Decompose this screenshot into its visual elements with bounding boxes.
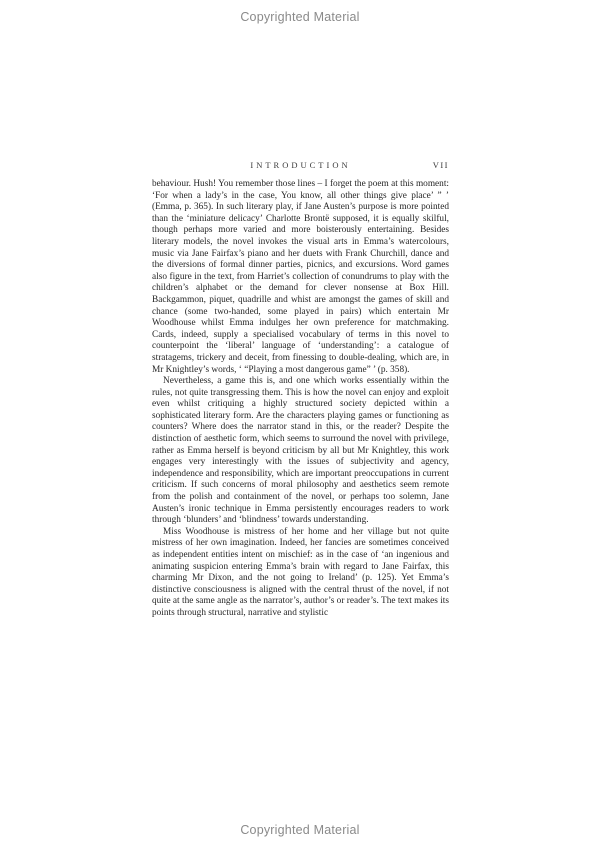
page-text-block (152, 160, 449, 620)
page-number: VII (432, 160, 449, 170)
paragraph-1: behaviour. Hush! You remember those lines – I forget the poem at this moment: ‘For when a lady’s in the case, You know, all other things give place’ ” ’ (Emma, p. 365). In such literary play, if Jane Austen’s purpose is more pointed than the ‘miniature delicacy’ Charlotte Brontë supposed, it is equally skilful, though perhaps more varied and more boisterously entertaining. Besides literary models, the novel invokes the visual arts in Emma’s watercolours, music via Jane Fairfax’s piano and her duets with Frank Churchill, dance and the diversions of formal dinner parties, picnics, and excursions. Word games also figure in the text, from Harriet’s collection of conundrums to play with the children’s alphabet or the demand for clever nonsense at Box Hill. Backgammon, piquet, quadrille and whist are amongst the games of skill and chance (some two-handed, some played in pairs) which entertain Mr Woodhouse whilst Emma indulges her own preference for matchmaking. Cards, indeed, supply a specialised vocabulary of terms in this novel to counterpoint the ‘liberal’ language of ‘understanding’: a catalogue of stratagems, trickery and deceit, from finessing to double-dealing, which are, in Mr Knightley’s words, ‘ “Playing a most dangerous game” ’ (p. 358). (152, 179, 449, 375)
copyright-notice-top: Copyrighted Material (240, 10, 360, 24)
running-header (152, 160, 449, 170)
paragraph-3: Miss Woodhouse is mistress of her home and her village but not quite mistress of her own imagination. Indeed, her fancies are sometimes conceived as independent entities intent on mischief: as in the case of ‘an ingenious and animating suspicion entering Emma’s brain with regard to Jane Fairfax, this charming Mr Dixon, and the not going to Ireland’ (p. 125). Yet Emma’s distinctive consciousness is aligned with the central thrust of the novel, if not quite at the same angle as the narrator’s, author’s or reader’s. The text makes its points through structural, narrative and stylistic (152, 526, 449, 618)
paragraph-2: Nevertheless, a game this is, and one which works essentially within the rules, not quite transgressing them. This is how the novel can enjoy and exploit even whilst critiquing a highly structured society depicted within a sophisticated literary form. Are the characters playing games or functioning as counters? Where does the narrator stand in this, or the reader? Despite the distinction of aesthetic form, which seems to surround the novel with privilege, rather as Emma herself is beyond criticism by all but Mr Knightley, this work engages very interestingly with the issues of subjectivity and agency, independence and responsibility, which are important preoccupations in current criticism. If such concerns of moral philosophy and aesthetics seem remote from the polish and containment of the novel, or perhaps too solemn, Jane Austen’s ironic technique in Emma persistently encourages readers to work through ‘blunders’ and ‘blindness’ towards understanding. (152, 376, 449, 526)
chapter-title: INTRODUCTION (250, 160, 351, 170)
body-text (152, 179, 449, 620)
copyright-notice-bottom: Copyrighted Material (240, 823, 360, 837)
